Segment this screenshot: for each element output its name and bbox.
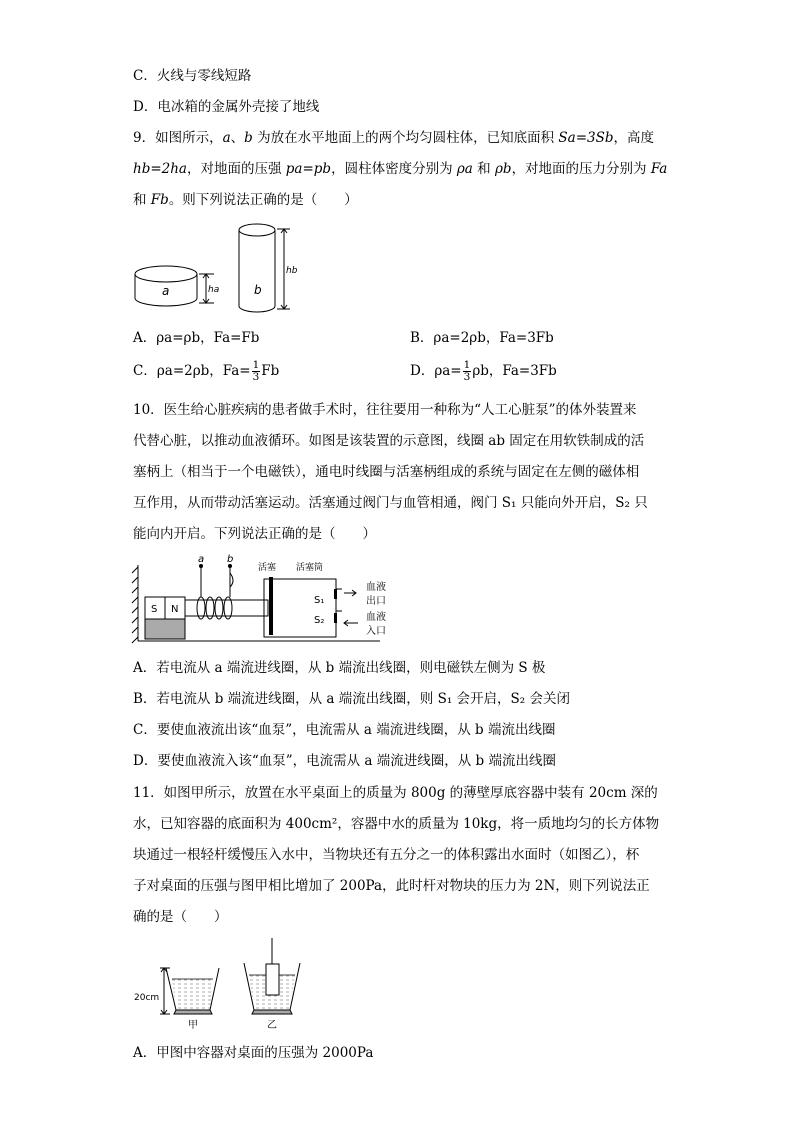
piston-label: 活塞: [258, 563, 277, 573]
q9-stem-line1: 9．如图所示，a、b 为放在水平地面上的两个均匀圆柱体，已知底面积 Sa=3Sb，高度: [133, 130, 654, 146]
figure-yi-label: 乙: [267, 1020, 277, 1031]
q11-stem-line4: 子对桌面的压强与图甲相比增加了 200Pa，此时杆对物块的压力为 2N，则下列说法正: [133, 878, 650, 894]
q9-option-b: B．ρa=2ρb，Fa=3Fb: [410, 330, 554, 346]
q8-option-c: C．火线与零线短路: [133, 68, 252, 84]
q11-stem-line5: 确的是（ ）: [133, 909, 228, 925]
q10-stem-line5: 能向内开启。下列说法正确的是（ ）: [133, 526, 376, 542]
q8-option-d: D．电冰箱的金属外壳接了地线: [133, 99, 320, 115]
cylinder-a-label: a: [162, 284, 170, 298]
fraction-one-third: $\frac{1}{3}$: [463, 359, 471, 383]
figure-jia-label: 甲: [188, 1020, 198, 1031]
q10-heart-pump-figure: [130, 553, 400, 645]
q10-option-c: C．要使血液流出该“血泵”，电流需从 a 端流进线圈，从 b 端流出线圈: [133, 722, 556, 738]
q9-option-d: D．ρa= $\frac{1}{3}$ ρb，Fa=3Fb: [410, 359, 557, 383]
q9-stem-line2: hb=2ha，对地面的压强 pa=pb，圆柱体密度分别为 ρa 和 ρb，对地面的压力分别为 Fa: [133, 161, 668, 177]
q11-stem-line1: 11．如图甲所示，放置在水平桌面上的质量为 800g 的薄壁厚底容器中装有 20cm 深的: [133, 785, 658, 801]
q11-stem-line2: 水，已知容器的底面积为 400cm²，容器中水的质量为 10kg，将一质地均匀的长方体物: [133, 816, 660, 832]
ha-label: ha: [208, 285, 220, 295]
q10-option-d: D．要使血液流入该“血泵”，电流需从 a 端流进线圈，从 b 端流出线圈: [133, 753, 556, 769]
terminal-a-label: a: [198, 554, 205, 565]
q9-stem-line3: 和 Fb。则下列说法正确的是（ ）: [133, 192, 358, 208]
blood-inlet-label-1: 血液: [366, 612, 386, 623]
hb-label: hb: [286, 266, 298, 276]
q11-stem-line3: 块通过一根轻杆缓慢压入水中，当物块还有五分之一的体积露出水面时（如图乙），杯: [133, 847, 640, 863]
q9-option-c: C．ρa=2ρb，Fa= $\frac{1}{3}$ Fb: [133, 359, 280, 383]
depth-label: 20cm: [134, 993, 160, 1003]
cylinder-label: 活塞筒: [296, 563, 324, 573]
q9-option-a: A．ρa=ρb，Fa=Fb: [133, 330, 260, 346]
fraction-one-third: $\frac{1}{3}$: [252, 359, 260, 383]
cylinder-b-label: b: [254, 283, 262, 297]
q10-stem-line2: 代替心脏，以推动血液循环。如图是该装置的示意图，线圈 ab 固定在用软铁制成的活: [133, 433, 645, 449]
blood-outlet-label-1: 血液: [366, 582, 386, 593]
valve-s2-label: S₂: [314, 615, 325, 626]
magnet-n-label: N: [171, 604, 179, 615]
magnet-s-label: S: [151, 604, 158, 615]
blood-outlet-label-2: 出口: [366, 596, 386, 607]
q10-option-a: A．若电流从 a 端流进线圈，从 b 端流出线圈，则电磁铁左侧为 S 极: [133, 660, 546, 676]
q10-stem-line1: 10．医生给心脏疾病的患者做手术时，往往要用一种称为“人工心脏泵”的体外装置来: [133, 402, 637, 418]
q10-stem-line3: 塞柄上（相当于一个电磁铁），通电时线圈与活塞柄组成的系统与固定在左侧的磁体相: [133, 464, 640, 480]
q9-cylinders-figure: [128, 218, 308, 318]
q11-option-a: A．甲图中容器对桌面的压强为 2000Pa: [133, 1045, 374, 1061]
valve-s1-label: S₁: [314, 595, 325, 606]
q10-option-b: B．若电流从 b 端流进线圈，从 a 端流出线圈，则 S₁ 会开启，S₂ 会关闭: [133, 691, 570, 707]
q11-containers-figure: [130, 934, 330, 1034]
q10-stem-line4: 互作用，从而带动活塞运动。活塞通过阀门与血管相通，阀门 S₁ 只能向外开启，S₂ 只: [133, 495, 648, 511]
blood-inlet-label-2: 入口: [366, 626, 386, 637]
terminal-b-label: b: [227, 554, 234, 565]
